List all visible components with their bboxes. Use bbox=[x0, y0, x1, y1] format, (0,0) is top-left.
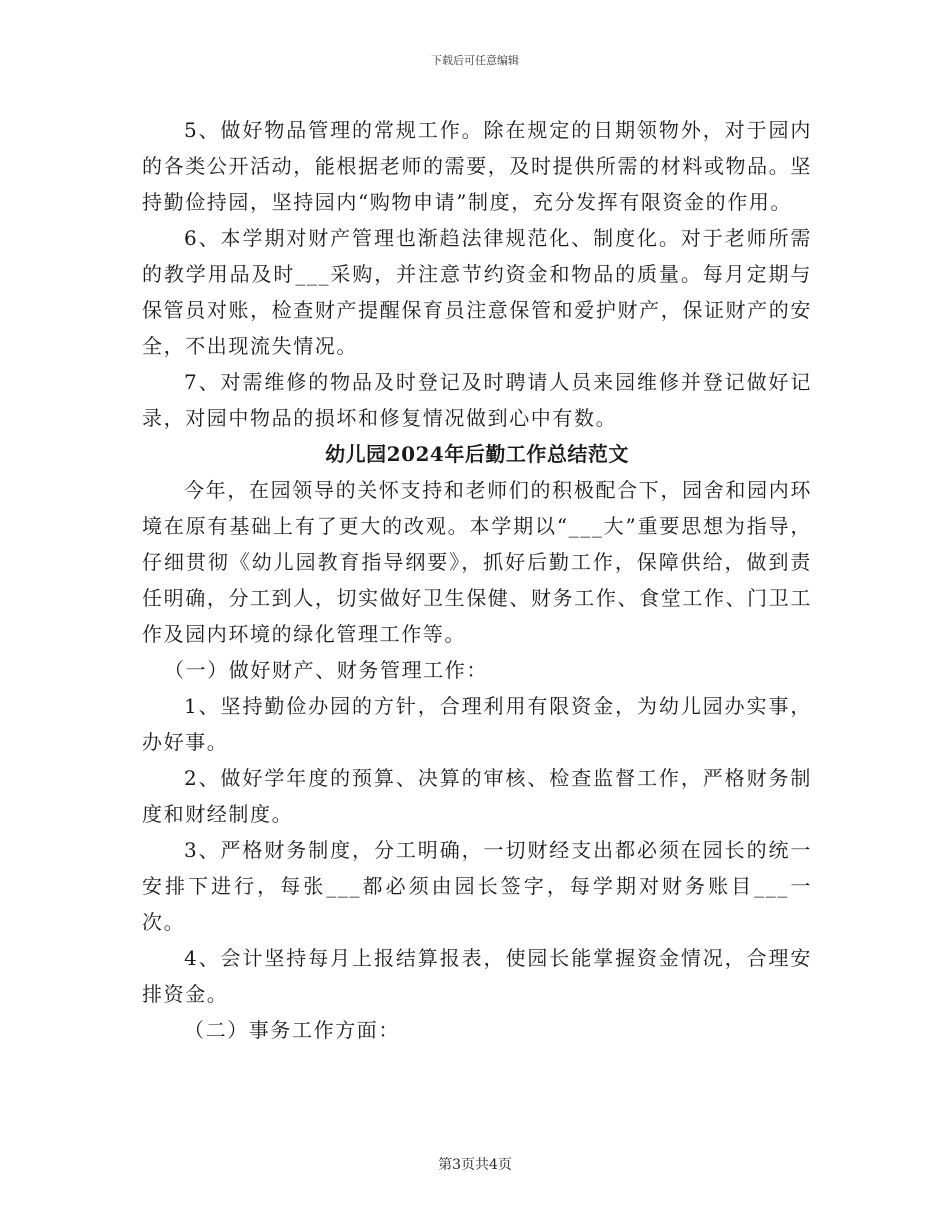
page-header: 下载后可任意编辑 bbox=[431, 54, 519, 67]
page-number: 第3页共4页 bbox=[438, 1157, 512, 1173]
section-heading-1: （一）做好财产、财务管理工作： bbox=[164, 658, 488, 682]
paragraph-item-5: 5、做好物品管理的常规工作。除在规定的日期领物外，对于园内的各类公开活动，能根据老师的需要，及时提供所需的材料或物品。坚持勤俭持园，坚持园内“购物申请”制度，充分发挥有限资金的作用。 bbox=[142, 118, 812, 214]
document-title: 幼儿园2024年后勤工作总结范文 bbox=[325, 442, 629, 466]
list-item-1: 1、坚持勤俭办园的方针，合理利用有限资金，为幼儿园办实事，办好事。 bbox=[142, 694, 812, 754]
intro-paragraph: 今年，在园领导的关怀支持和老师们的积极配合下，园舍和园内环境在原有基础上有了更大的改观。本学期以“___大”重要思想为指导，仔细贯彻《幼儿园教育指导纲要》，抓好后勤工作，保障供给，做到责任明确，分工到人，切实做好卫生保健、财务工作、食堂工作、门卫工作及园内环境的绿化管理工作等。 bbox=[142, 478, 812, 646]
paragraph-item-7: 7、对需维修的物品及时登记及时聘请人员来园维修并登记做好记录，对园中物品的损坏和修复情况做到心中有数。 bbox=[142, 370, 812, 430]
list-item-2: 2、做好学年度的预算、决算的审核、检查监督工作，严格财务制度和财经制度。 bbox=[142, 766, 812, 826]
list-item-4: 4、会计坚持每月上报结算报表，使园长能掌握资金情况，合理安排资金。 bbox=[142, 946, 812, 1006]
section-heading-2: （二）事务工作方面： bbox=[184, 1018, 400, 1042]
document-body bbox=[142, 112, 812, 1048]
list-item-3: 3、严格财务制度，分工明确，一切财经支出都必须在园长的统一安排下进行，每张___都必须由园长签字，每学期对财务账目___一次。 bbox=[142, 838, 812, 934]
paragraph-item-6: 6、本学期对财产管理也渐趋法律规范化、制度化。对于老师所需的教学用品及时___采购，并注意节约资金和物品的质量。每月定期与保管员对账，检查财产提醒保育员注意保管和爱护财产，保证财产的安全，不出现流失情况。 bbox=[142, 226, 812, 358]
